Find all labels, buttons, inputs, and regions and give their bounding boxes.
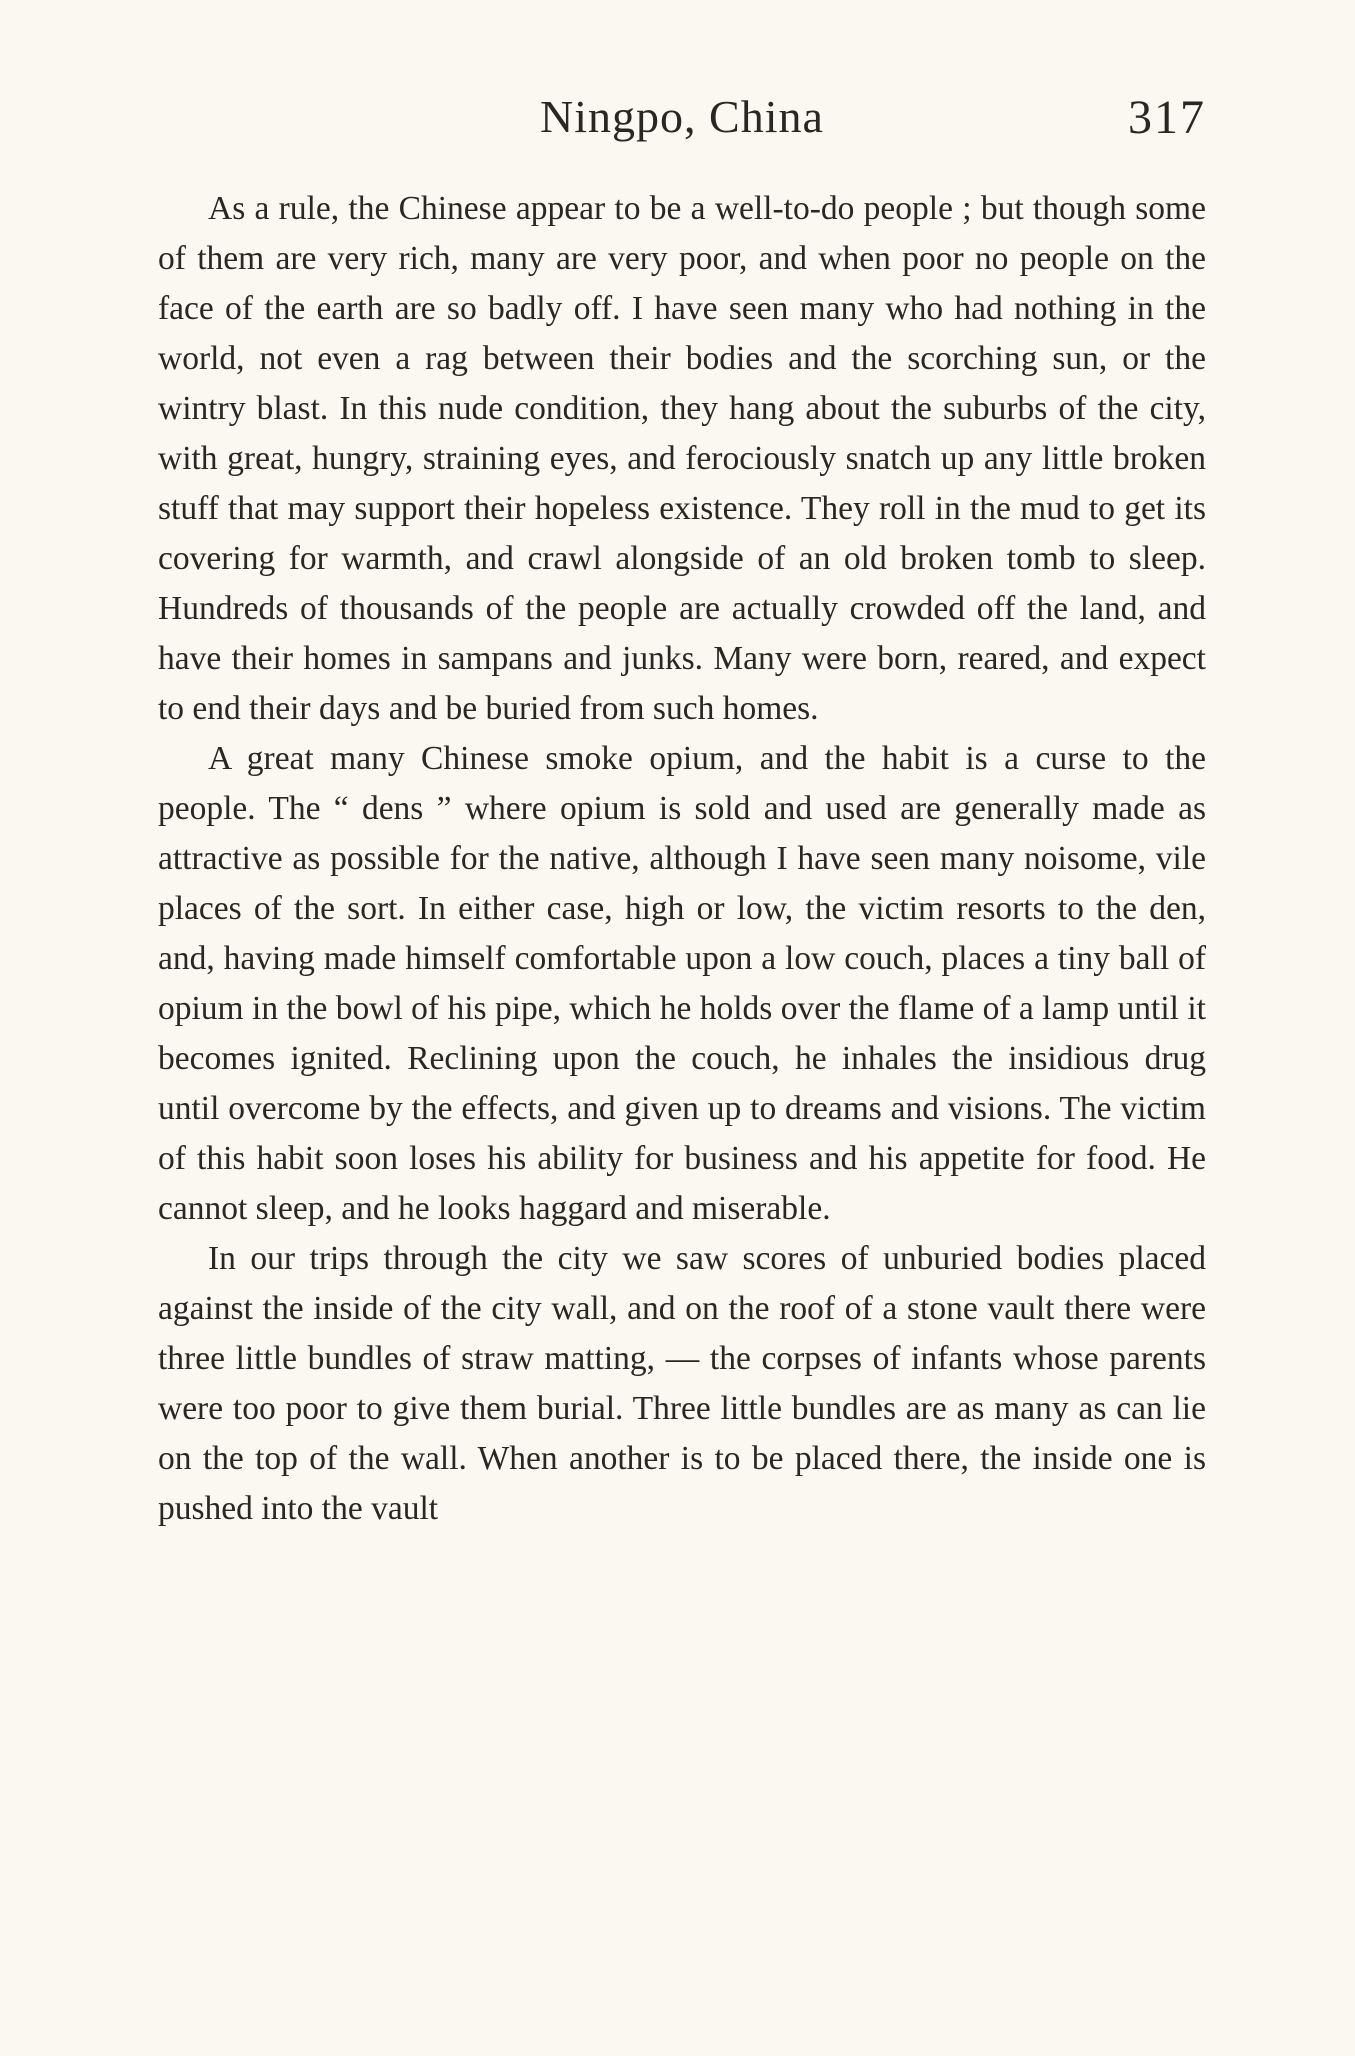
paragraph-unburied-bodies: In our trips through the city we saw scores of unburied bodies placed against the inside of the city wall, and on the roof of a stone vault there were three little bundles of straw matting, — the corpses of infants whose parents were too poor to give them burial. Three little bundles are as many as can lie on the top of the wall. When another is to be placed there, the inside one is pushed into the vault [158,1240,1206,1527]
running-head [158,84,1206,164]
page-number: 317 [1128,91,1206,144]
paragraph-poverty: As a rule, the Chinese appear to be a well-to-do people ; but though some of them are very rich, many are very poor, and when poor no people on the face of the earth are so badly off. I have seen many who had nothing in the world, not even a rag between their bodies and the scorching sun, or the wintry blast. In this nude condition, they hang about the suburbs of the city, with great, hungry, straining eyes, and ferociously snatch up any little broken stuff that may support their hopeless existence. They roll in the mud to get its covering for warmth, and crawl alongside of an old broken tomb to sleep. Hundreds of thousands of the people are actually crowded off the land, and have their homes in sampans and junks. Many were born, reared, and expect to end their days and be buried from such homes. [158,190,1206,727]
paragraph-opium: A great many Chinese smoke opium, and the habit is a curse to the people. The “ dens ” where opium is sold and used are generally made as attractive as possible for the native, although I have seen many noisome, vile places of the sort. In either case, high or low, the victim resorts to the den, and, having made himself comfortable upon a low couch, places a tiny ball of opium in the bowl of his pipe, which he holds over the flame of a lamp until it becomes ignited. Reclining upon the couch, he inhales the insidious drug until overcome by the effects, and given up to dreams and visions. The victim of this habit soon loses his ability for business and his appetite for food. He cannot sleep, and he looks haggard and miserable. [158,740,1206,1227]
body-text [158,184,1206,1534]
running-title: Ningpo, China [540,91,824,142]
